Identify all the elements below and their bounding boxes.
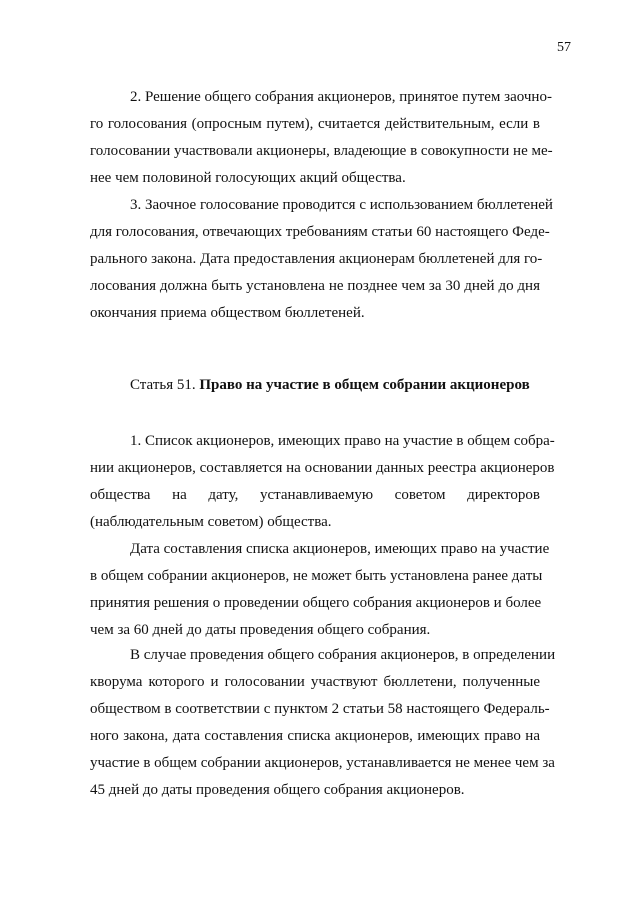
text-line: принятия решения о проведении общего собрания акционеров и более bbox=[90, 595, 542, 611]
text-line: нии акционеров, составляется на основании данных реестра акционеров bbox=[90, 460, 555, 476]
text-line: Дата составления списка акционеров, имеющих право на участие bbox=[130, 541, 550, 557]
text-line: 1. Список акционеров, имеющих право на участие в общем собра- bbox=[130, 433, 555, 449]
text-line: для голосования, отвечающих требованиям статьи 60 настоящего Феде- bbox=[90, 224, 550, 240]
article-title: Право на участие в общем собрании акционеров bbox=[199, 377, 530, 393]
text-line: в общем собрании акционеров, не может быть установлена ранее даты bbox=[90, 568, 543, 584]
text-line: общества на дату, устанавливаемую советом директоров bbox=[90, 487, 540, 503]
text-line: го голосования (опросным путем), считается действительным, если в bbox=[90, 116, 540, 132]
text-line: кворума которого и голосовании участвуют бюллетени, полученные bbox=[90, 674, 540, 690]
text-line: (наблюдательным советом) общества. bbox=[90, 514, 332, 530]
text-line: нее чем половиной голосующих акций общества. bbox=[90, 170, 406, 186]
page-number: 57 bbox=[557, 40, 571, 55]
text-line: В случае проведения общего собрания акционеров, в определении bbox=[130, 647, 556, 663]
text-line: ного закона, дата составления списка акционеров, имеющих право на bbox=[90, 728, 540, 744]
text-line: 3. Заочное голосование проводится с использованием бюллетеней bbox=[130, 197, 553, 213]
text-line: 45 дней до даты проведения общего собрания акционеров. bbox=[90, 782, 465, 798]
paragraph-2 bbox=[90, 84, 553, 192]
text-line: окончания приема обществом бюллетеней. bbox=[90, 305, 365, 321]
article-heading bbox=[130, 372, 530, 399]
text-line: лосования должна быть установлена не позднее чем за 30 дней до дня bbox=[90, 278, 540, 294]
text-line: рального закона. Дата предоставления акционерам бюллетеней для го- bbox=[90, 251, 543, 267]
paragraph-3 bbox=[90, 192, 553, 327]
text-line: 2. Решение общего собрания акционеров, принятое путем заочно- bbox=[130, 89, 552, 105]
text-line: голосовании участвовали акционеры, владеющие в совокупности не ме- bbox=[90, 143, 553, 159]
article-label: Статья 51. bbox=[130, 377, 196, 393]
article-paragraph-1 bbox=[90, 428, 555, 536]
article-paragraph-2 bbox=[90, 536, 550, 644]
text-line: чем за 60 дней до даты проведения общего собрания. bbox=[90, 622, 431, 638]
text-line: участие в общем собрании акционеров, устанавливается не менее чем за bbox=[90, 755, 555, 771]
text-line: обществом в соответствии с пунктом 2 статьи 58 настоящего Федераль- bbox=[90, 701, 550, 717]
article-paragraph-3 bbox=[90, 642, 556, 804]
